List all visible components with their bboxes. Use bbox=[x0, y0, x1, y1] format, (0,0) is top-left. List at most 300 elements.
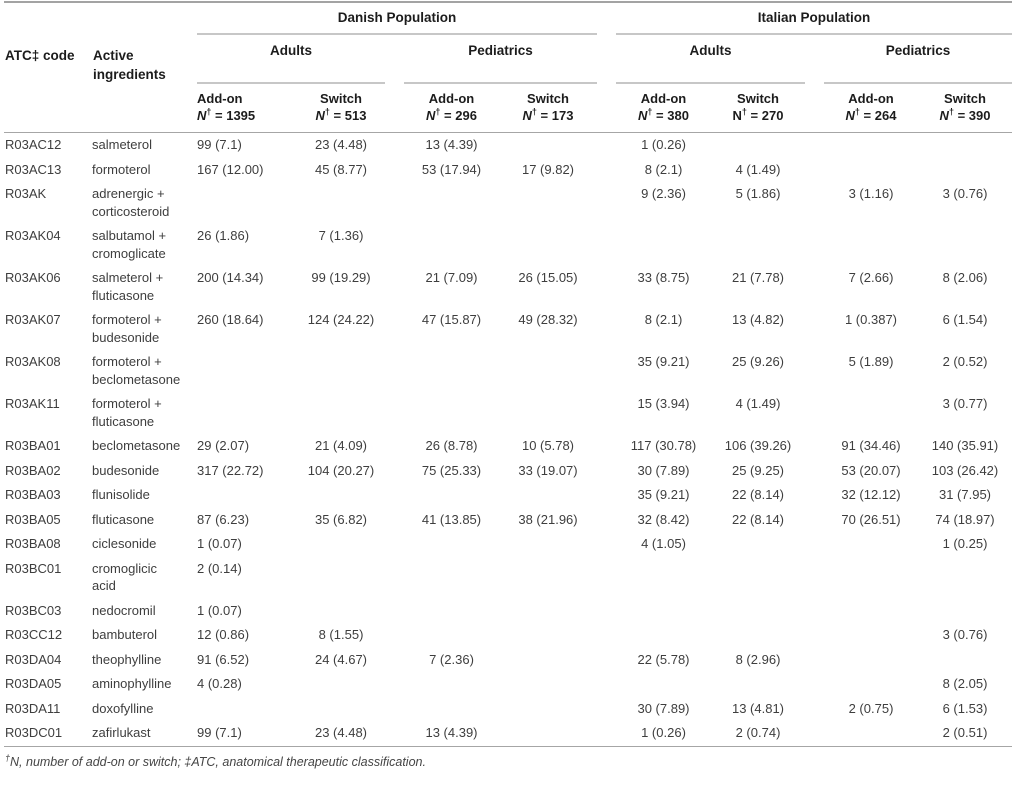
column-spacer bbox=[385, 532, 404, 557]
atc-code-cell: R03BA05 bbox=[5, 511, 61, 527]
ingredient-cell: salmeterol + fluticasone bbox=[92, 270, 164, 303]
atc-code-cell: R03DA05 bbox=[5, 676, 62, 691]
value-cell: 17 (9.82) bbox=[521, 161, 575, 177]
table-row-r03ak08 bbox=[4, 350, 1012, 392]
column-spacer bbox=[385, 224, 404, 266]
value-cell: 33 (19.07) bbox=[518, 462, 578, 478]
ingredient-cell: bambuterol bbox=[92, 627, 158, 642]
column-header-switch-390: Switch N† = 390 bbox=[918, 83, 1012, 133]
value-cell bbox=[616, 224, 711, 266]
value-cell: 4 (1.05) bbox=[641, 536, 686, 551]
value-cell bbox=[824, 721, 918, 746]
column-spacer bbox=[805, 599, 824, 624]
column-spacer bbox=[597, 623, 616, 648]
value-cell bbox=[404, 672, 499, 697]
table-row-r03ak bbox=[4, 182, 1012, 224]
table-row-r03da05 bbox=[4, 672, 1012, 697]
column-spacer bbox=[385, 483, 404, 508]
value-cell bbox=[197, 697, 297, 722]
value-cell bbox=[404, 599, 499, 624]
value-cell bbox=[824, 623, 918, 648]
ingredient-cell: theophylline bbox=[92, 651, 162, 667]
value-cell bbox=[297, 557, 385, 599]
table-row-r03ak04 bbox=[4, 224, 1012, 266]
value-cell: 91 (34.46) bbox=[841, 438, 901, 453]
column-spacer bbox=[805, 83, 824, 133]
atc-drug-table bbox=[4, 1, 1012, 747]
value-cell: 13 (4.39) bbox=[425, 137, 478, 152]
value-cell: 8 (2.1) bbox=[644, 161, 683, 177]
value-cell: 260 (18.64) bbox=[197, 312, 264, 327]
column-spacer bbox=[805, 158, 824, 183]
table-body bbox=[4, 133, 1012, 747]
value-cell: 13 (4.82) bbox=[731, 312, 785, 327]
value-cell bbox=[499, 483, 597, 508]
column-spacer bbox=[805, 483, 824, 508]
value-cell bbox=[824, 224, 918, 266]
column-spacer bbox=[597, 224, 616, 266]
ingredient-cell: nedocromil bbox=[92, 602, 156, 618]
atc-code-cell: R03AK07 bbox=[5, 312, 61, 327]
value-cell bbox=[918, 133, 1012, 158]
table-row-r03ac12 bbox=[4, 133, 1012, 158]
atc-code-cell: R03BC01 bbox=[5, 560, 62, 576]
value-cell: 1 (0.26) bbox=[641, 725, 686, 740]
value-cell bbox=[824, 599, 918, 624]
column-spacer bbox=[597, 2, 616, 34]
value-cell bbox=[499, 623, 597, 648]
value-cell bbox=[297, 483, 385, 508]
table-row-r03da11 bbox=[4, 697, 1012, 722]
column-spacer bbox=[385, 721, 404, 746]
value-cell: 200 (14.34) bbox=[197, 270, 264, 285]
column-header-switch-513: Switch N† = 513 bbox=[297, 83, 385, 133]
column-spacer bbox=[805, 557, 824, 599]
value-cell: 7 (2.36) bbox=[429, 651, 474, 667]
ingredient-cell: formoterol + fluticasone bbox=[92, 396, 162, 429]
column-spacer bbox=[385, 672, 404, 697]
atc-code-cell: R03DA04 bbox=[5, 651, 62, 667]
ingredient-cell: formoterol + beclometasone bbox=[92, 354, 181, 387]
ingredient-cell: formoterol bbox=[92, 161, 151, 177]
column-spacer bbox=[597, 182, 616, 224]
value-cell bbox=[918, 158, 1012, 183]
value-cell: 103 (26.42) bbox=[931, 462, 999, 478]
value-cell: 38 (21.96) bbox=[518, 511, 578, 527]
atc-code-cell: R03CC12 bbox=[5, 627, 63, 642]
value-cell bbox=[297, 599, 385, 624]
atc-code-column-header: ATC‡ code bbox=[4, 2, 92, 133]
table-row-r03ba03 bbox=[4, 483, 1012, 508]
table-row-r03ba05 bbox=[4, 508, 1012, 533]
value-cell: 21 (7.09) bbox=[425, 270, 478, 285]
ingredient-cell: formoterol + budesonide bbox=[92, 312, 162, 345]
atc-code-cell: R03AC12 bbox=[5, 137, 62, 152]
column-spacer bbox=[597, 483, 616, 508]
ingredient-cell: salmeterol bbox=[92, 137, 152, 152]
value-cell: 6 (1.54) bbox=[942, 312, 988, 327]
column-spacer bbox=[805, 532, 824, 557]
column-header-switch-173: Switch N† = 173 bbox=[499, 83, 597, 133]
value-cell: 9 (2.36) bbox=[641, 186, 686, 201]
value-cell bbox=[499, 648, 597, 673]
column-spacer bbox=[805, 508, 824, 533]
value-cell bbox=[711, 557, 805, 599]
column-spacer bbox=[385, 34, 404, 83]
ingredient-cell: budesonide bbox=[92, 462, 160, 478]
table-row-r03ba01 bbox=[4, 434, 1012, 459]
value-cell: 26 (15.05) bbox=[518, 270, 578, 285]
column-spacer bbox=[385, 133, 404, 158]
column-spacer bbox=[805, 459, 824, 484]
column-spacer bbox=[597, 308, 616, 350]
atc-code-cell: R03DA11 bbox=[5, 700, 61, 716]
column-spacer bbox=[385, 648, 404, 673]
column-spacer bbox=[805, 392, 824, 434]
footnote-text: N, number of add-on or switch; ‡ATC, anatomical therapeutic classification. bbox=[10, 754, 426, 769]
atc-code-cell: R03AK04 bbox=[5, 228, 61, 243]
value-cell: 21 (7.78) bbox=[731, 270, 785, 285]
column-spacer bbox=[805, 623, 824, 648]
italian-population-header: Italian Population bbox=[616, 2, 1012, 34]
column-spacer bbox=[597, 434, 616, 459]
value-cell: 41 (13.85) bbox=[421, 511, 482, 527]
column-spacer bbox=[597, 721, 616, 746]
value-cell bbox=[499, 721, 597, 746]
value-cell: 1 (0.07) bbox=[197, 536, 242, 551]
value-cell: 35 (9.21) bbox=[637, 487, 690, 502]
atc-code-cell: R03DC01 bbox=[5, 725, 63, 740]
column-spacer bbox=[597, 508, 616, 533]
value-cell: 91 (6.52) bbox=[197, 651, 250, 667]
column-header-add-on-296: Add-on N† = 296 bbox=[404, 83, 499, 133]
value-cell bbox=[499, 557, 597, 599]
value-cell: 15 (3.94) bbox=[637, 396, 690, 411]
atc-code-cell: R03AC13 bbox=[5, 161, 62, 177]
value-cell bbox=[404, 557, 499, 599]
value-cell bbox=[499, 697, 597, 722]
value-cell bbox=[616, 672, 711, 697]
column-spacer bbox=[805, 224, 824, 266]
column-spacer bbox=[805, 697, 824, 722]
value-cell bbox=[197, 182, 297, 224]
population-header-row bbox=[4, 2, 1012, 34]
ingredient-cell: beclometasone bbox=[92, 438, 181, 453]
value-cell bbox=[711, 599, 805, 624]
table-row-r03ak06 bbox=[4, 266, 1012, 308]
value-cell bbox=[297, 532, 385, 557]
table-row-r03ak07 bbox=[4, 308, 1012, 350]
value-cell: 2 (0.51) bbox=[942, 725, 988, 740]
value-cell: 1 (0.387) bbox=[844, 312, 898, 327]
value-cell: 99 (7.1) bbox=[197, 137, 242, 152]
value-cell: 7 (1.36) bbox=[318, 228, 364, 243]
value-cell bbox=[824, 158, 918, 183]
column-spacer bbox=[385, 308, 404, 350]
table-row-r03ac13 bbox=[4, 158, 1012, 183]
column-spacer bbox=[597, 158, 616, 183]
column-spacer bbox=[385, 623, 404, 648]
column-spacer bbox=[597, 34, 616, 83]
value-cell: 1 (0.25) bbox=[942, 536, 988, 551]
value-cell: 10 (5.78) bbox=[521, 438, 575, 453]
value-cell: 30 (7.89) bbox=[637, 462, 690, 478]
value-cell: 22 (8.14) bbox=[731, 511, 785, 527]
value-cell bbox=[197, 350, 297, 392]
column-spacer bbox=[385, 459, 404, 484]
value-cell: 8 (2.06) bbox=[942, 270, 988, 285]
column-spacer bbox=[385, 697, 404, 722]
value-cell: 3 (0.77) bbox=[942, 396, 988, 411]
italian-pediatrics-header: Pediatrics bbox=[824, 34, 1012, 83]
value-cell bbox=[824, 672, 918, 697]
table-footnote bbox=[5, 752, 1012, 769]
column-spacer bbox=[597, 532, 616, 557]
ingredient-cell: doxofylline bbox=[92, 700, 154, 716]
value-cell bbox=[711, 133, 805, 158]
value-cell: 1 (0.07) bbox=[197, 602, 242, 618]
value-cell bbox=[499, 133, 597, 158]
value-cell: 8 (1.55) bbox=[318, 627, 364, 642]
value-cell: 3 (0.76) bbox=[942, 186, 988, 201]
column-spacer bbox=[385, 182, 404, 224]
value-cell: 74 (18.97) bbox=[935, 511, 995, 527]
value-cell bbox=[297, 672, 385, 697]
value-cell bbox=[499, 672, 597, 697]
column-spacer bbox=[805, 434, 824, 459]
value-cell: 32 (8.42) bbox=[637, 511, 690, 527]
value-cell: 106 (39.26) bbox=[724, 438, 792, 453]
column-spacer bbox=[805, 34, 824, 83]
value-cell: 99 (19.29) bbox=[311, 270, 371, 285]
value-cell: 22 (8.14) bbox=[731, 487, 785, 502]
value-cell bbox=[824, 648, 918, 673]
value-cell: 25 (9.25) bbox=[731, 462, 785, 478]
column-spacer bbox=[597, 557, 616, 599]
atc-code-cell: R03AK bbox=[5, 186, 47, 201]
column-spacer bbox=[385, 266, 404, 308]
ingredient-cell: flunisolide bbox=[92, 487, 150, 502]
value-cell: 70 (26.51) bbox=[841, 511, 901, 527]
value-cell: 30 (7.89) bbox=[637, 700, 690, 716]
value-cell: 21 (4.09) bbox=[314, 438, 368, 453]
value-cell: 3 (0.76) bbox=[942, 627, 988, 642]
atc-code-cell: R03BA08 bbox=[5, 536, 61, 551]
value-cell: 75 (25.33) bbox=[421, 462, 482, 478]
value-cell: 25 (9.26) bbox=[731, 354, 785, 369]
column-header-add-on-380: Add-on N† = 380 bbox=[616, 83, 711, 133]
column-spacer bbox=[597, 350, 616, 392]
ingredient-cell: cromoglicic acid bbox=[92, 560, 158, 593]
value-cell: 24 (4.67) bbox=[314, 651, 368, 667]
danish-pediatrics-header: Pediatrics bbox=[404, 34, 597, 83]
ingredient-cell: fluticasone bbox=[92, 511, 155, 527]
value-cell bbox=[404, 697, 499, 722]
ingredient-cell: salbutamol + cromoglicate bbox=[92, 228, 167, 261]
value-cell bbox=[404, 392, 499, 434]
value-cell bbox=[499, 224, 597, 266]
italian-adults-header: Adults bbox=[616, 34, 805, 83]
value-cell bbox=[499, 350, 597, 392]
column-spacer bbox=[597, 697, 616, 722]
column-spacer bbox=[805, 182, 824, 224]
table-row-r03cc12 bbox=[4, 623, 1012, 648]
value-cell: 4 (0.28) bbox=[197, 676, 242, 691]
value-cell bbox=[404, 623, 499, 648]
column-spacer bbox=[385, 599, 404, 624]
value-cell: 33 (8.75) bbox=[637, 270, 690, 285]
value-cell: 1 (0.26) bbox=[641, 137, 686, 152]
column-spacer bbox=[385, 350, 404, 392]
value-cell: 23 (4.48) bbox=[314, 137, 368, 152]
table-row-r03ak11 bbox=[4, 392, 1012, 434]
danish-population-header: Danish Population bbox=[197, 2, 597, 34]
value-cell bbox=[616, 599, 711, 624]
value-cell: 26 (8.78) bbox=[425, 438, 478, 453]
value-cell: 35 (9.21) bbox=[637, 354, 690, 369]
value-cell bbox=[918, 557, 1012, 599]
value-cell: 47 (15.87) bbox=[421, 312, 482, 327]
atc-code-cell: R03AK11 bbox=[5, 396, 60, 411]
value-cell bbox=[616, 557, 711, 599]
value-cell bbox=[197, 483, 297, 508]
atc-code-cell: R03BA02 bbox=[5, 462, 61, 478]
table-row-r03bc01 bbox=[4, 557, 1012, 599]
value-cell bbox=[297, 350, 385, 392]
value-cell bbox=[824, 557, 918, 599]
column-spacer bbox=[805, 133, 824, 158]
column-spacer bbox=[385, 434, 404, 459]
column-spacer bbox=[597, 459, 616, 484]
atc-code-cell: R03AK06 bbox=[5, 270, 61, 285]
value-cell: 104 (20.27) bbox=[307, 462, 375, 478]
value-cell bbox=[824, 392, 918, 434]
table-row-r03bc03 bbox=[4, 599, 1012, 624]
ingredient-cell: aminophylline bbox=[92, 676, 172, 691]
column-spacer bbox=[597, 133, 616, 158]
column-spacer bbox=[805, 308, 824, 350]
danish-adults-header: Adults bbox=[197, 34, 385, 83]
value-cell: 140 (35.91) bbox=[931, 438, 999, 453]
value-cell bbox=[297, 697, 385, 722]
value-cell: 3 (1.16) bbox=[848, 186, 894, 201]
value-cell: 99 (7.1) bbox=[197, 725, 242, 740]
value-cell: 31 (7.95) bbox=[938, 487, 992, 502]
value-cell: 2 (0.74) bbox=[735, 725, 781, 740]
value-cell: 8 (2.1) bbox=[644, 312, 683, 327]
ingredient-cell: adrenergic + corticosteroid bbox=[92, 186, 170, 219]
value-cell: 167 (12.00) bbox=[197, 161, 264, 177]
value-cell: 2 (0.75) bbox=[848, 700, 894, 716]
value-cell: 49 (28.32) bbox=[518, 312, 578, 327]
value-cell bbox=[918, 648, 1012, 673]
column-header-switch-270: Switch N† = 270 bbox=[711, 83, 805, 133]
value-cell: 5 (1.89) bbox=[848, 354, 894, 369]
column-spacer bbox=[597, 672, 616, 697]
value-cell bbox=[297, 182, 385, 224]
ingredient-cell: ciclesonide bbox=[92, 536, 157, 551]
column-spacer bbox=[385, 508, 404, 533]
dagger-symbol: † bbox=[5, 752, 11, 763]
column-spacer bbox=[805, 350, 824, 392]
value-cell bbox=[404, 182, 499, 224]
table-row-r03ba08 bbox=[4, 532, 1012, 557]
table-row-r03dc01 bbox=[4, 721, 1012, 746]
value-cell: 124 (24.22) bbox=[307, 312, 375, 327]
value-cell bbox=[404, 483, 499, 508]
value-cell: 45 (8.77) bbox=[314, 161, 368, 177]
value-cell: 2 (0.52) bbox=[942, 354, 988, 369]
active-ingredients-column-header: Active ingredients bbox=[92, 2, 197, 133]
value-cell bbox=[918, 599, 1012, 624]
value-cell: 4 (1.49) bbox=[735, 161, 781, 177]
column-spacer bbox=[385, 557, 404, 599]
value-cell bbox=[824, 133, 918, 158]
column-spacer bbox=[385, 392, 404, 434]
value-cell bbox=[404, 532, 499, 557]
column-spacer bbox=[805, 721, 824, 746]
value-cell bbox=[711, 623, 805, 648]
value-cell: 317 (22.72) bbox=[197, 462, 264, 478]
column-spacer bbox=[805, 648, 824, 673]
value-cell: 13 (4.39) bbox=[425, 725, 478, 740]
column-spacer bbox=[597, 266, 616, 308]
value-cell bbox=[711, 532, 805, 557]
value-cell: 2 (0.14) bbox=[197, 560, 242, 576]
value-cell: 23 (4.48) bbox=[314, 725, 368, 740]
value-cell bbox=[499, 599, 597, 624]
column-header-add-on-1395: Add-on N† = 1395 bbox=[197, 83, 297, 133]
column-spacer bbox=[597, 392, 616, 434]
value-cell bbox=[711, 672, 805, 697]
table-row-r03da04 bbox=[4, 648, 1012, 673]
column-spacer bbox=[597, 599, 616, 624]
value-cell: 53 (17.94) bbox=[421, 161, 482, 177]
atc-code-cell: R03BA03 bbox=[5, 487, 61, 502]
value-cell: 8 (2.05) bbox=[942, 676, 988, 691]
value-cell: 12 (0.86) bbox=[197, 627, 250, 642]
value-cell: 13 (4.81) bbox=[731, 700, 785, 716]
value-cell: 6 (1.53) bbox=[942, 700, 988, 716]
column-spacer bbox=[805, 672, 824, 697]
value-cell bbox=[616, 623, 711, 648]
value-cell: 87 (6.23) bbox=[197, 511, 250, 527]
value-cell bbox=[404, 350, 499, 392]
column-header-add-on-264: Add-on N† = 264 bbox=[824, 83, 918, 133]
atc-code-cell: R03BA01 bbox=[5, 438, 61, 453]
value-cell: 29 (2.07) bbox=[197, 438, 250, 453]
atc-code-cell: R03AK08 bbox=[5, 354, 61, 369]
table-row-r03ba02 bbox=[4, 459, 1012, 484]
column-spacer bbox=[597, 83, 616, 133]
column-spacer bbox=[805, 266, 824, 308]
value-cell bbox=[499, 532, 597, 557]
value-cell bbox=[197, 392, 297, 434]
value-cell: 8 (2.96) bbox=[735, 651, 781, 667]
value-cell: 53 (20.07) bbox=[841, 462, 901, 478]
value-cell bbox=[297, 392, 385, 434]
ingredient-cell: zafirlukast bbox=[92, 725, 151, 740]
atc-code-cell: R03BC03 bbox=[5, 602, 62, 618]
value-cell bbox=[918, 224, 1012, 266]
value-cell: 22 (5.78) bbox=[637, 651, 690, 667]
column-spacer bbox=[597, 648, 616, 673]
value-cell: 26 (1.86) bbox=[197, 228, 250, 243]
value-cell: 7 (2.66) bbox=[848, 270, 894, 285]
value-cell: 5 (1.86) bbox=[735, 186, 781, 201]
value-cell bbox=[404, 224, 499, 266]
column-spacer bbox=[385, 83, 404, 133]
